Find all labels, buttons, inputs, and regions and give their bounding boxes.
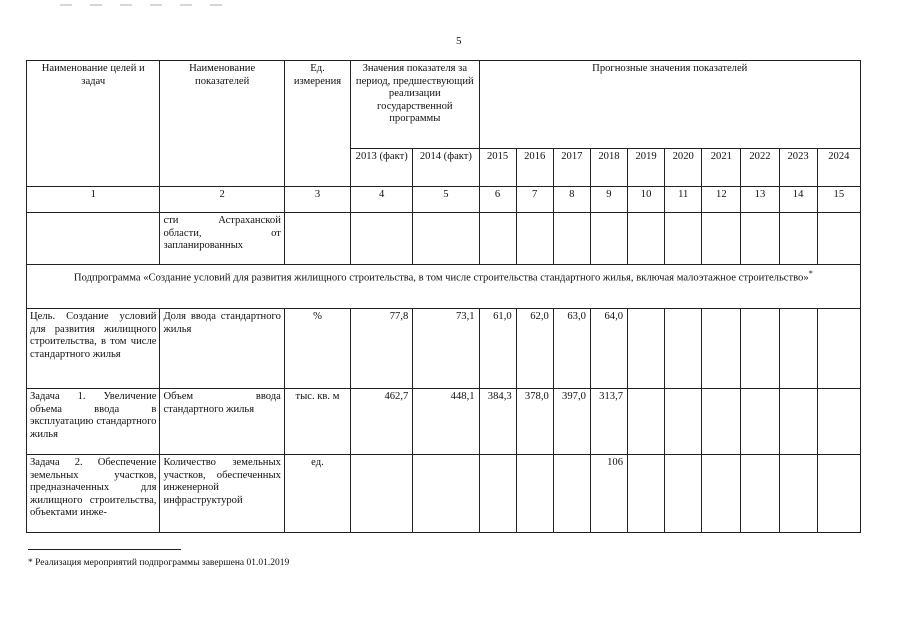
value-cell: 384,3 <box>479 389 516 455</box>
page-number: 5 <box>456 35 462 47</box>
value-cell: 462,7 <box>351 389 413 455</box>
indicator-cell: Объем ввода стандартного жилья <box>160 389 284 455</box>
year-header: 2024 <box>817 149 860 187</box>
value-cell <box>817 309 860 389</box>
column-number: 8 <box>553 187 590 213</box>
value-cell: 63,0 <box>553 309 590 389</box>
continuation-row <box>27 213 861 265</box>
column-number: 2 <box>160 187 284 213</box>
value-cell: 378,0 <box>516 389 553 455</box>
value-cell <box>702 389 741 455</box>
scan-artifact <box>60 4 230 6</box>
column-number: 12 <box>702 187 741 213</box>
value-cell <box>628 455 665 533</box>
column-number: 11 <box>665 187 702 213</box>
value-cell: 64,0 <box>590 309 627 389</box>
value-cell <box>741 455 779 533</box>
goal-cell: Задача 2. Обеспечение земельных участков, предназначенных для жилищного строительства, объектами инже- <box>27 455 160 533</box>
value-cell: 106 <box>590 455 627 533</box>
table-row <box>27 455 861 533</box>
year-header: 2019 <box>628 149 665 187</box>
value-cell <box>553 455 590 533</box>
value-cell: 62,0 <box>516 309 553 389</box>
unit-cell: тыс. кв. м <box>284 389 350 455</box>
value-cell <box>479 455 516 533</box>
value-cell <box>702 309 741 389</box>
year-header: 2017 <box>553 149 590 187</box>
column-number: 4 <box>351 187 413 213</box>
header-goals: Наименование целей и задач <box>27 61 160 187</box>
header-period: Значения показателя за период, предшествующий реализации государственной программы <box>351 61 479 149</box>
footnote-divider <box>28 549 181 550</box>
unit-cell: ед. <box>284 455 350 533</box>
value-cell <box>817 389 860 455</box>
value-cell: 73,1 <box>413 309 479 389</box>
indicator-cell: Доля ввода стандартного жилья <box>160 309 284 389</box>
column-number: 6 <box>479 187 516 213</box>
column-number: 5 <box>413 187 479 213</box>
value-cell <box>665 455 702 533</box>
table-row <box>27 389 861 455</box>
indicator-cell: сти Астраханской области, от запланированных <box>160 213 284 265</box>
indicator-cell: Количество земельных участков, обеспеченных инженерной инфраструктурой <box>160 455 284 533</box>
subprogram-title: Подпрограмма «Создание условий для развития жилищного строительства, в том числе строительства стандартного жилья, включая малоэтажное строительство»* <box>27 265 861 309</box>
value-cell <box>779 455 817 533</box>
column-number: 13 <box>741 187 779 213</box>
value-cell <box>741 309 779 389</box>
column-number: 7 <box>516 187 553 213</box>
year-header: 2015 <box>479 149 516 187</box>
value-cell <box>516 455 553 533</box>
value-cell: 397,0 <box>553 389 590 455</box>
header-unit: Ед. измерения <box>284 61 350 187</box>
year-header: 2020 <box>665 149 702 187</box>
value-cell <box>413 455 479 533</box>
unit-cell: % <box>284 309 350 389</box>
value-cell <box>702 455 741 533</box>
value-cell <box>741 389 779 455</box>
value-cell: 77,8 <box>351 309 413 389</box>
year-header: 2021 <box>702 149 741 187</box>
year-header: 2014 (факт) <box>413 149 479 187</box>
value-cell <box>665 309 702 389</box>
value-cell: 313,7 <box>590 389 627 455</box>
value-cell <box>628 389 665 455</box>
value-cell: 61,0 <box>479 309 516 389</box>
column-number: 14 <box>779 187 817 213</box>
value-cell <box>779 389 817 455</box>
value-cell <box>351 455 413 533</box>
column-number: 10 <box>628 187 665 213</box>
value-cell: 448,1 <box>413 389 479 455</box>
year-header: 2022 <box>741 149 779 187</box>
column-number: 9 <box>590 187 627 213</box>
goal-cell: Задача 1. Увеличение объема ввода в эксплуатацию стандартного жилья <box>27 389 160 455</box>
column-number: 3 <box>284 187 350 213</box>
year-header: 2013 (факт) <box>351 149 413 187</box>
column-number: 1 <box>27 187 160 213</box>
indicators-table <box>26 60 861 533</box>
column-number: 15 <box>817 187 860 213</box>
goal-cell: Цель. Создание условий для развития жилищного строительства, в том числе стандартного жилья <box>27 309 160 389</box>
header-indicators: Наименование показателей <box>160 61 284 187</box>
footnote: * Реализация мероприятий подпрограммы завершена 01.01.2019 <box>28 558 290 568</box>
value-cell <box>817 455 860 533</box>
value-cell <box>779 309 817 389</box>
year-header: 2016 <box>516 149 553 187</box>
header-forecast: Прогнозные значения показателей <box>479 61 860 149</box>
value-cell <box>628 309 665 389</box>
value-cell <box>665 389 702 455</box>
year-header: 2023 <box>779 149 817 187</box>
table-row <box>27 309 861 389</box>
year-header: 2018 <box>590 149 627 187</box>
